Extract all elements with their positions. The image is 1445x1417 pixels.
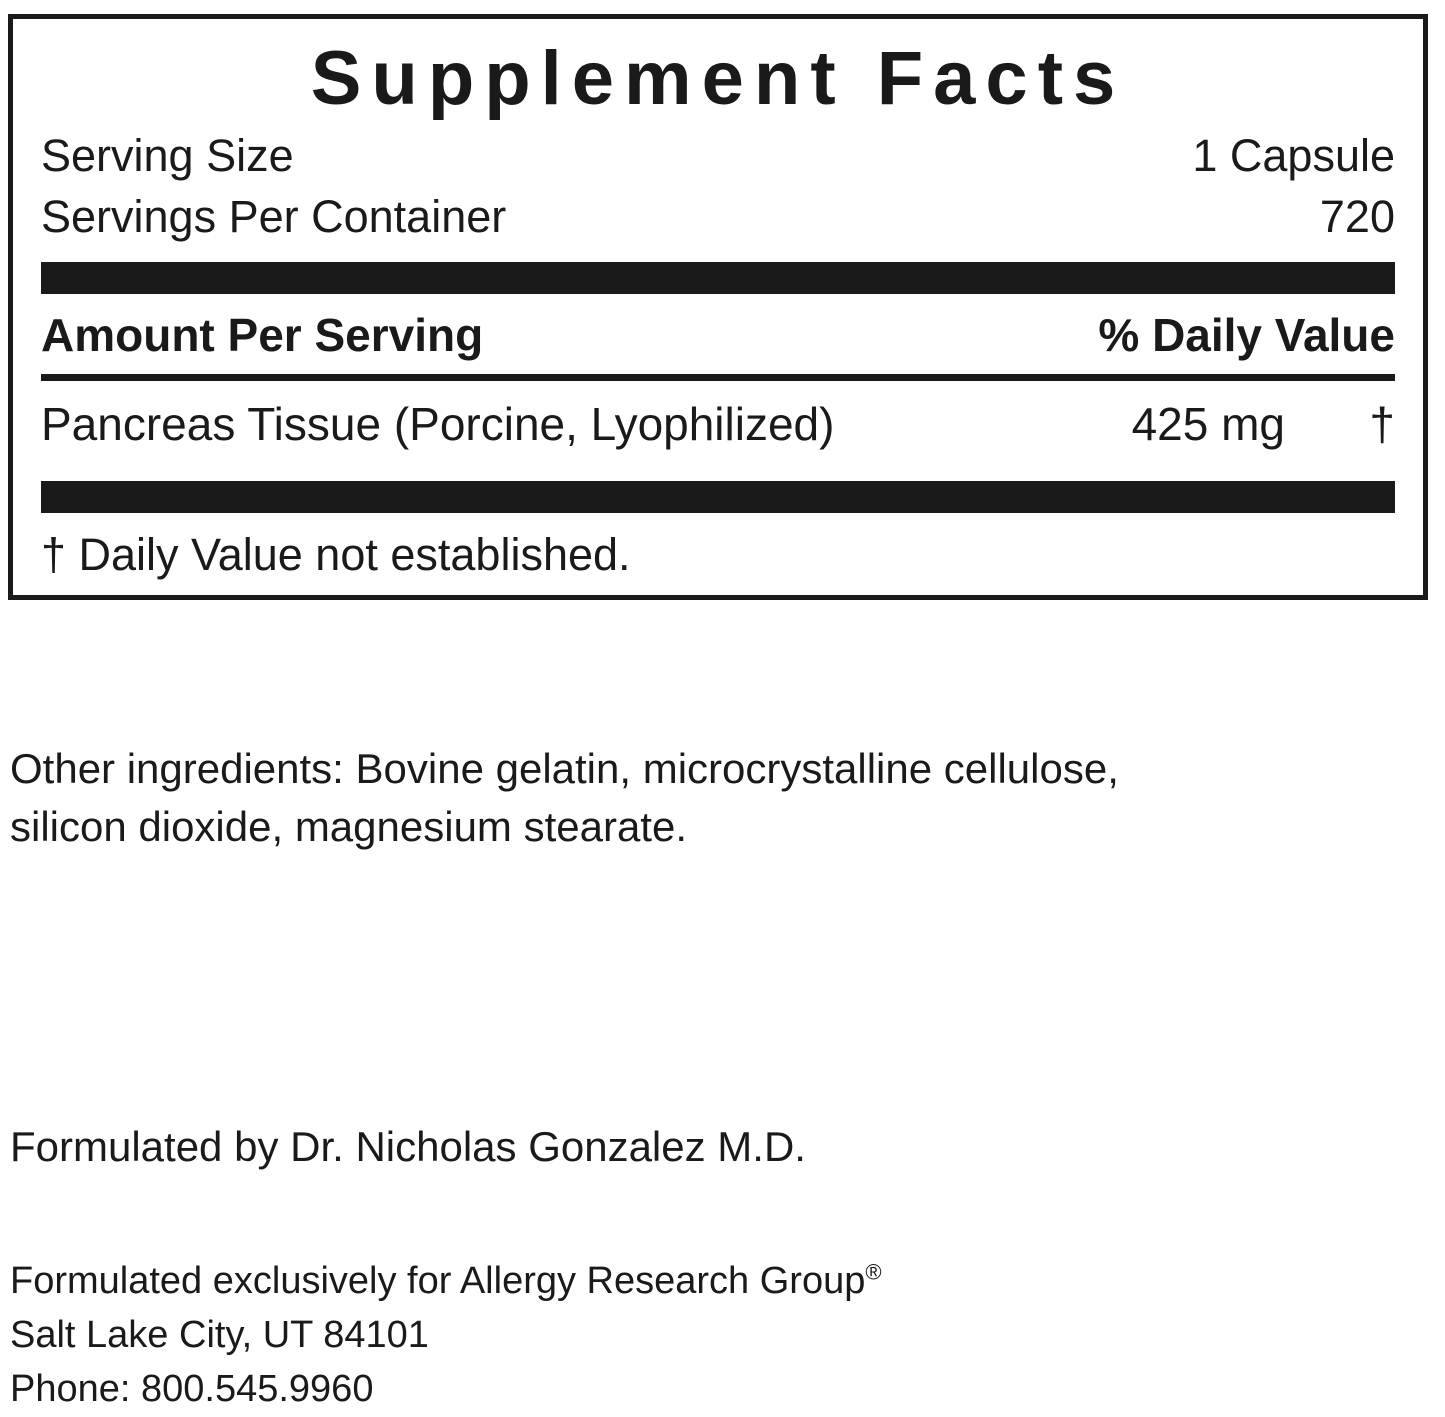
servings-per-container-row — [41, 187, 1395, 248]
table-header-row — [41, 294, 1395, 374]
nutrient-daily-value: † — [1369, 397, 1395, 450]
other-ingredients — [10, 740, 1190, 856]
address-line-3-phone: Phone: 800.545.9960 — [10, 1367, 374, 1410]
serving-size-label: Serving Size — [41, 130, 294, 182]
heavy-rule-bottom — [41, 481, 1395, 513]
manufacturer-address — [10, 1255, 1430, 1417]
thin-rule-under-header — [41, 374, 1395, 381]
supplement-facts-panel — [8, 14, 1428, 600]
heavy-rule-top — [41, 262, 1395, 294]
formulated-by-text: Formulated by Dr. Nicholas Gonzalez M.D. — [10, 1122, 806, 1170]
daily-value-header: % Daily Value — [1098, 308, 1395, 361]
address-line-2: Salt Lake City, UT 84101 — [10, 1313, 429, 1356]
table-row — [41, 381, 1395, 467]
address-line-1-text: Formulated exclusively for Allergy Research Group — [10, 1259, 866, 1302]
label-body-text — [10, 740, 1430, 1417]
other-ingredients-line-2: silicon dioxide, magnesium stearate. — [10, 802, 688, 850]
servings-per-container-label: Servings Per Container — [41, 191, 507, 243]
amount-per-serving-header: Amount Per Serving — [41, 308, 484, 361]
panel-title: Supplement Facts — [310, 36, 1126, 121]
daily-value-footnote: † Daily Value not established. — [41, 528, 631, 580]
serving-size-value: 1 Capsule — [1192, 130, 1395, 182]
registered-trademark-icon: ® — [865, 1259, 882, 1285]
nutrient-name: Pancreas Tissue (Porcine, Lyophilized) — [41, 397, 835, 450]
serving-size-row — [41, 126, 1395, 187]
address-line-1 — [10, 1255, 1430, 1309]
other-ingredients-line-1: Other ingredients: Bovine gelatin, microcrystalline cellulose, — [10, 745, 1119, 792]
nutrient-amount: 425 mg — [1131, 397, 1285, 450]
servings-per-container-value: 720 — [1319, 191, 1395, 243]
